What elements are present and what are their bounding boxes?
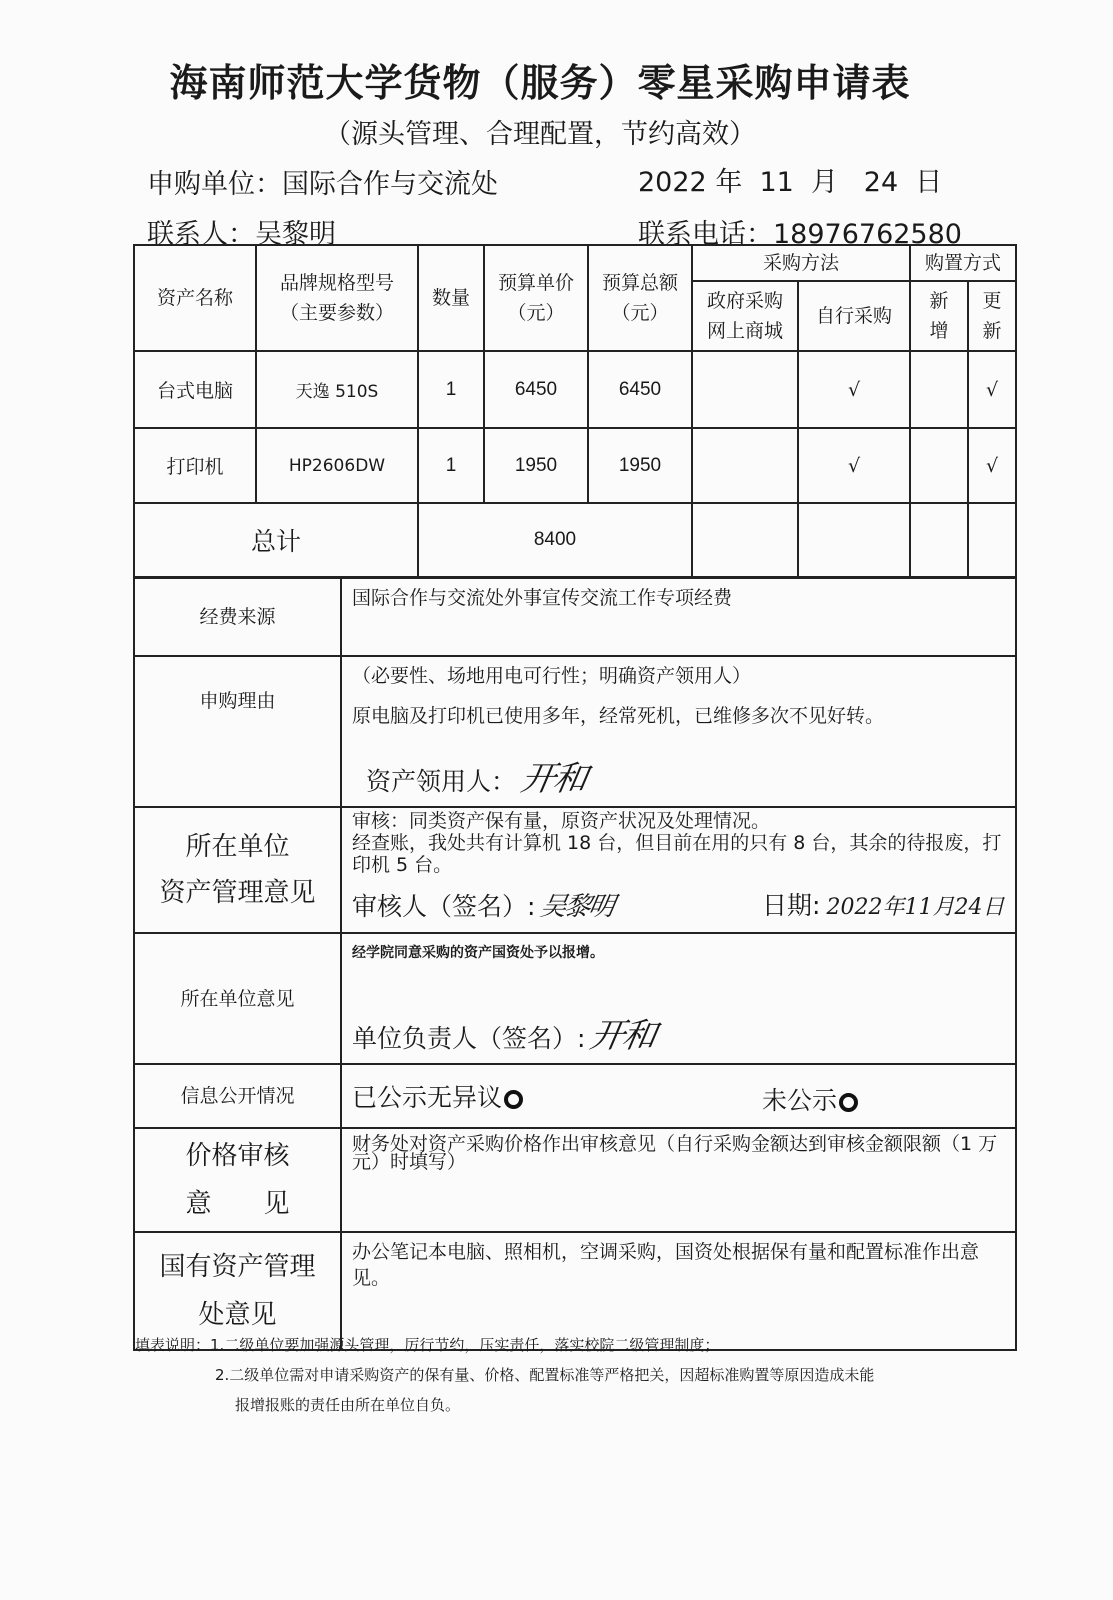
option-published-label: 已公示无异议 bbox=[352, 1083, 503, 1112]
head-signature: 开和 bbox=[587, 1016, 659, 1056]
cell-total: 1950 bbox=[588, 428, 692, 503]
cell-spec: HP2606DW bbox=[256, 428, 418, 503]
cell-type-new bbox=[910, 351, 968, 428]
funding-text: 国际合作与交流处外事宣传交流工作专项经费 bbox=[352, 587, 733, 609]
asset-mgmt-label bbox=[134, 807, 341, 933]
cell-unit-price: 6450 bbox=[484, 351, 588, 428]
cell-asset-name: 打印机 bbox=[134, 428, 256, 503]
asset-mgmt-content bbox=[341, 807, 1016, 933]
unit-opinion-text: 经学院同意采购的资产国资处予以报增。 bbox=[352, 945, 604, 961]
unit-opinion-content bbox=[341, 933, 1016, 1064]
applicant-unit bbox=[147, 162, 498, 201]
applicant-unit-value: 国际合作与交流处 bbox=[282, 169, 498, 200]
reason-label: 申购理由 bbox=[134, 656, 341, 807]
recipient-line bbox=[352, 751, 1005, 800]
form-subtitle: （源头管理、合理配置，节约高效） bbox=[324, 119, 756, 150]
total-label: 总计 bbox=[134, 503, 418, 577]
cell-method-gov bbox=[692, 351, 798, 428]
radio-published-icon[interactable] bbox=[504, 1090, 523, 1109]
cell-method-self-check: √ bbox=[798, 351, 910, 428]
price-review-label-line2: 意 见 bbox=[185, 1189, 290, 1219]
cell-qty: 1 bbox=[418, 351, 484, 428]
contact-value: 吴黎明 bbox=[255, 219, 336, 250]
reviewer-line bbox=[352, 886, 1005, 926]
funding-content bbox=[341, 578, 1016, 656]
price-review-label-line1: 价格审核 bbox=[185, 1141, 290, 1171]
table-row bbox=[134, 428, 1016, 503]
procurement-table bbox=[133, 244, 1017, 578]
form-notes bbox=[135, 1330, 874, 1420]
asset-mgmt-hint: 审核：同类资产保有量，原资产状况及处理情况。 bbox=[352, 810, 771, 832]
asset-mgmt-label-line1: 所在单位 bbox=[185, 832, 290, 862]
form-title: 海南师范大学货物（服务）零星采购申请表 bbox=[169, 61, 911, 105]
asset-mgmt-label-line2: 资产管理意见 bbox=[159, 878, 316, 908]
state-asset-label-line1: 国有资产管理 bbox=[159, 1252, 316, 1282]
price-review-row bbox=[134, 1128, 1016, 1232]
unit-opinion-row bbox=[134, 933, 1016, 1064]
review-date-label: 日期: bbox=[762, 891, 821, 920]
header-type-replace bbox=[968, 281, 1016, 351]
total-value: 8400 bbox=[418, 503, 692, 577]
option-unpublished-label: 未公示 bbox=[762, 1086, 838, 1115]
applicant-unit-label: 申购单位： bbox=[147, 169, 282, 200]
price-review-text: 财务处对资产采购价格作出审核意见（自行采购金额达到审核金额限额（1 万元）时填写） bbox=[352, 1133, 998, 1173]
application-date bbox=[638, 160, 942, 199]
reason-hint: （必要性、场地用电可行性；明确资产领用人） bbox=[352, 665, 752, 687]
cell-spec: 天逸 510S bbox=[256, 351, 418, 428]
date-day: 24 bbox=[863, 167, 899, 198]
header-brand-spec-line2: （主要参数） bbox=[279, 302, 394, 324]
total-empty bbox=[910, 503, 968, 577]
notes-item-2a: 2.二级单位需对申请采购资产的保有量、价格、配置标准等严格把关，因超标准购置等原因造成未能 bbox=[215, 1366, 875, 1384]
recipient-signature: 开和 bbox=[517, 759, 589, 799]
asset-mgmt-text: 经查账，我处共有计算机 18 台，但目前在用的只有 8 台，其余的待报废，打印机 5 台。 bbox=[352, 832, 1002, 876]
header-total bbox=[588, 245, 692, 351]
table-row bbox=[134, 351, 1016, 428]
notes-line-1 bbox=[135, 1330, 874, 1360]
total-empty bbox=[798, 503, 910, 577]
cell-method-self-check: √ bbox=[798, 428, 910, 503]
header-method: 采购方法 bbox=[692, 245, 910, 281]
review-date bbox=[762, 886, 1004, 922]
head-line bbox=[352, 1008, 1005, 1057]
option-published[interactable] bbox=[352, 1083, 523, 1112]
header-unit-price-line2: （元） bbox=[507, 302, 565, 324]
total-row bbox=[134, 503, 1016, 577]
total-empty bbox=[968, 503, 1016, 577]
header-brand-spec bbox=[256, 245, 418, 351]
notes-item-2b: 报增报账的责任由所在单位自负。 bbox=[235, 1396, 461, 1414]
asset-mgmt-row bbox=[134, 807, 1016, 933]
recipient-label: 资产领用人： bbox=[366, 767, 517, 796]
header-total-line1: 预算总额 bbox=[601, 272, 678, 294]
radio-unpublished-icon[interactable] bbox=[839, 1093, 858, 1112]
disclosure-label: 信息公开情况 bbox=[134, 1064, 341, 1128]
header-type-new-line1: 新 bbox=[929, 290, 949, 312]
cell-total: 6450 bbox=[588, 351, 692, 428]
header-method-gov-line1: 政府采购 bbox=[706, 290, 783, 312]
cell-type-replace-check: √ bbox=[968, 428, 1016, 503]
notes-label: 填表说明： bbox=[135, 1336, 211, 1354]
header-unit-price-line1: 预算单价 bbox=[497, 272, 574, 294]
price-review-label bbox=[134, 1128, 341, 1232]
reviewer-signature: 吴黎明 bbox=[538, 892, 616, 922]
unit-opinion-label: 所在单位意见 bbox=[134, 933, 341, 1064]
header-method-gov bbox=[692, 281, 798, 351]
review-date-value: 2022年11月24日 bbox=[826, 895, 1005, 920]
cell-type-replace-check: √ bbox=[968, 351, 1016, 428]
head-label: 单位负责人（签名）: bbox=[352, 1024, 586, 1053]
cell-asset-name: 台式电脑 bbox=[134, 351, 256, 428]
date-month: 11 bbox=[759, 167, 794, 198]
reason-row bbox=[134, 656, 1016, 807]
contact-label: 联系人： bbox=[147, 219, 255, 250]
date-month-label: 月 bbox=[811, 167, 839, 198]
reason-text: 原电脑及打印机已使用多年，经常死机，已维修多次不见好转。 bbox=[352, 705, 885, 727]
header-unit-price bbox=[484, 245, 588, 351]
date-year-label: 年 bbox=[715, 167, 743, 198]
opinion-table bbox=[133, 577, 1017, 1351]
state-asset-text: 办公笔记本电脑、照相机，空调采购，国资处根据保有量和配置标准作出意见。 bbox=[352, 1241, 980, 1289]
state-asset-label-line2: 处意见 bbox=[198, 1300, 277, 1330]
cell-qty: 1 bbox=[418, 428, 484, 503]
header-method-self: 自行采购 bbox=[798, 281, 910, 351]
reviewer-label: 审核人（签名）: bbox=[352, 892, 536, 921]
option-unpublished[interactable] bbox=[762, 1081, 858, 1117]
header-type-new bbox=[910, 281, 968, 351]
total-empty bbox=[692, 503, 798, 577]
price-review-content bbox=[341, 1128, 1016, 1232]
cell-method-gov bbox=[692, 428, 798, 503]
disclosure-row bbox=[134, 1064, 1016, 1128]
header-quantity: 数量 bbox=[418, 245, 484, 351]
header-type-new-line2: 增 bbox=[929, 320, 949, 342]
header-type-replace-line2: 新 bbox=[982, 320, 1002, 342]
date-day-label: 日 bbox=[915, 167, 943, 198]
date-year: 2022 bbox=[638, 167, 707, 198]
disclosure-content bbox=[341, 1064, 1016, 1128]
header-brand-spec-line1: 品牌规格型号 bbox=[279, 272, 394, 294]
header-total-line2: （元） bbox=[611, 302, 669, 324]
phone-label: 联系电话： bbox=[638, 219, 773, 250]
header-type-replace-line1: 更 bbox=[982, 290, 1002, 312]
reason-content bbox=[341, 656, 1016, 807]
header-asset-name: 资产名称 bbox=[134, 245, 256, 351]
header-method-gov-line2: 网上商城 bbox=[706, 320, 783, 342]
funding-label: 经费来源 bbox=[134, 578, 341, 656]
cell-type-new bbox=[910, 428, 968, 503]
funding-row bbox=[134, 578, 1016, 656]
notes-item-1: 1.二级单位要加强源头管理，厉行节约，压实责任，落实校院二级管理制度； bbox=[210, 1336, 720, 1354]
header-purchase-type: 购置方式 bbox=[910, 245, 1016, 281]
phone-value: 18976762580 bbox=[773, 219, 962, 250]
cell-unit-price: 1950 bbox=[484, 428, 588, 503]
